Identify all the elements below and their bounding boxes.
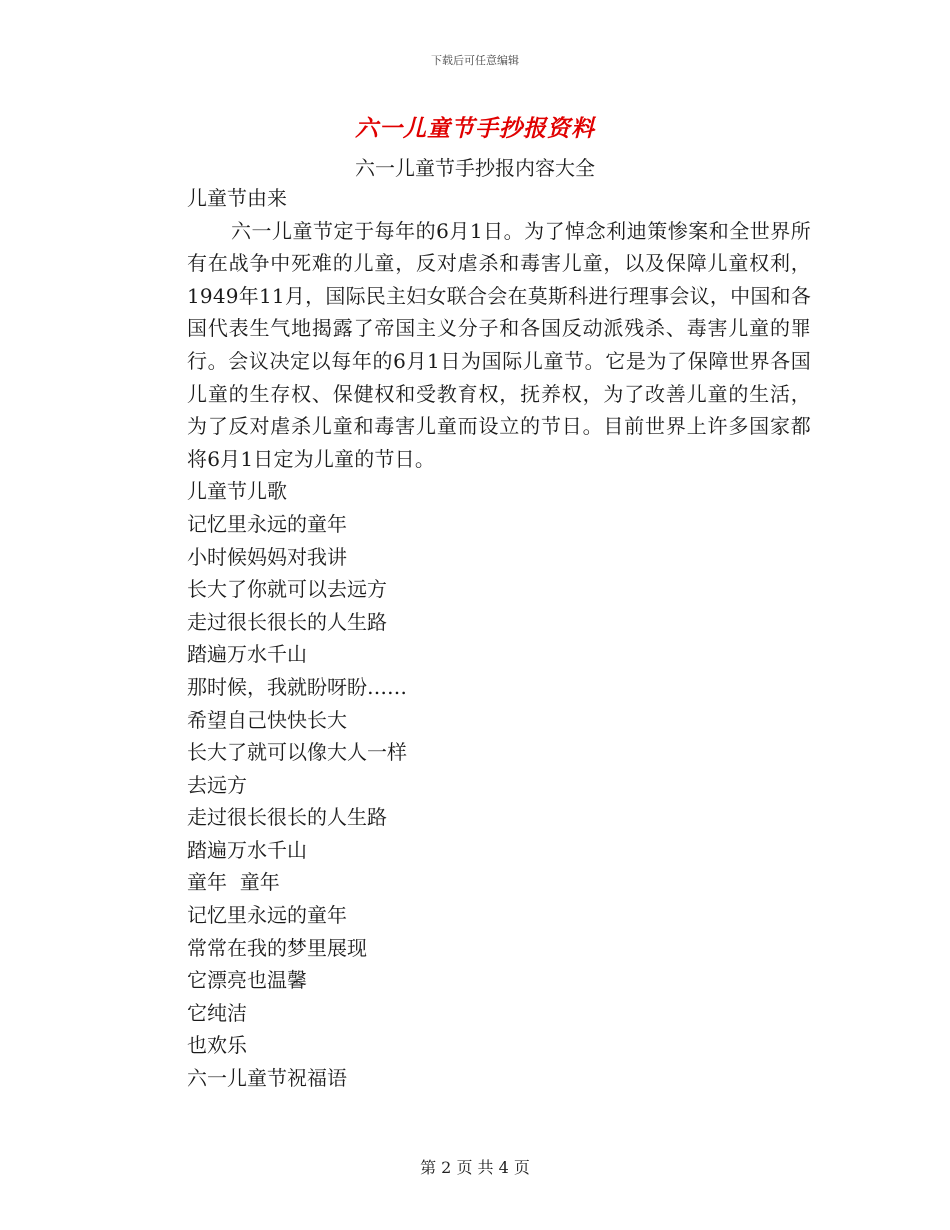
song-line: 走过很长很长的人生路 [187,805,387,830]
section-heading-song: 儿童节儿歌 [187,479,287,504]
song-line: 童年 童年 [187,870,280,895]
song-line: 那时候，我就盼呀盼…… [187,674,407,699]
section-heading-origin: 儿童节由来 [187,186,287,210]
section-heading-wishes: 六一儿童节祝福语 [187,1066,347,1091]
song-line: 小时候妈妈对我讲 [187,544,347,569]
song-lyrics [143,508,811,1062]
song-line: 长大了就可以像大人一样 [187,740,407,765]
song-line: 去远方 [187,772,247,797]
header-note: 下载后可任意编辑 [431,54,519,67]
song-line: 常常在我的梦里展现 [187,935,367,960]
song-line: 希望自己快快长大 [187,707,347,732]
song-line: 也欢乐 [187,1033,247,1058]
song-line: 长大了你就可以去远方 [187,577,387,602]
song-line: 走过很长很长的人生路 [187,609,387,634]
origin-paragraph: 六一儿童节定于每年的6月1日。为了悼念利迪策惨案和全世界所有在战争中死难的儿童，反对虐杀和毒害儿童，以及保障儿童权利，1949年11月，国际民主妇女联合会在莫斯科进行理事会议，中国和各国代表生气地揭露了帝国主义分子和各国反动派残杀、毒害儿童的罪行。会议决定以每年的6月1日为国际儿童节。它是为了保障世界各国儿童的生存权、保健权和受教育权，抚养权，为了改善儿童的生活，为了反对虐杀儿童和毒害儿童而设立的节日。目前世界上许多国家都将6月1日定为儿童的节日。 [187,218,811,471]
document-body [143,182,811,1095]
song-line: 它漂亮也温馨 [187,968,307,993]
document-subtitle: 六一儿童节手抄报内容大全 [355,156,595,180]
song-line: 它纯洁 [187,1000,247,1025]
song-line: 踏遍万水千山 [187,642,307,667]
document-title: 六一儿童节手抄报资料 [355,116,595,142]
song-line: 记忆里永远的童年 [187,903,347,928]
song-line: 踏遍万水千山 [187,837,307,862]
song-line: 记忆里永远的童年 [187,511,347,536]
page-footer: 第 2 页 共 4 页 [420,1158,530,1177]
